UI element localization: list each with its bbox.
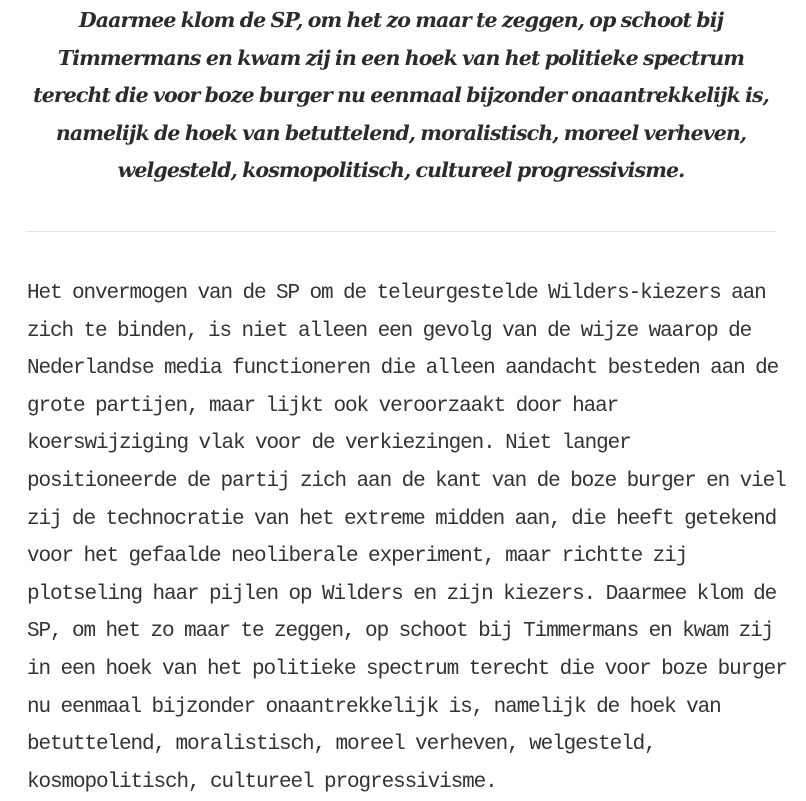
pull-quote: Daarmee klom de SP, om het zo maar te zeggen, op schoot bij Timmermans en kwam zij in een hoek van het politieke spectrum terecht die voor boze burger nu eenmaal bijzonder onaantrekkelijk is, namelijk de hoek van betuttelend, moralistisch, moreel verheven, welgesteld, kosmopolitisch, cultureel progressivisme. (33, 8, 769, 183)
section-divider (26, 231, 776, 232)
article-paragraph: Het onvermogen van de SP om de teleurgestelde Wilders-kiezers aan zich te binden, is niet alleen een gevolg van de wijze waarop de Nederlandse media functioneren die alleen aandacht besteden aan de grote partijen, maar lijkt ook veroorzaakt door haar koerswijziging vlak voor de verkiezingen. Niet langer positioneerde de partij zich aan de kant van de boze burger en viel zij de technocratie van het extreme midden aan, die heeft getekend voor het gefaalde neoliberale experiment, maar richtte zij plotseling haar pijlen op Wilders en zijn kiezers. Daarmee klom de SP, om het zo maar te zeggen, op schoot bij Timmermans en kwam zij in een hoek van het politieke spectrum terecht die voor boze burger nu eenmaal bijzonder onaantrekkelijk is, namelijk de hoek van betuttelend, moralistisch, moreel verheven, welgesteld, kosmopolitisch, cultureel progressivisme. (27, 282, 787, 794)
